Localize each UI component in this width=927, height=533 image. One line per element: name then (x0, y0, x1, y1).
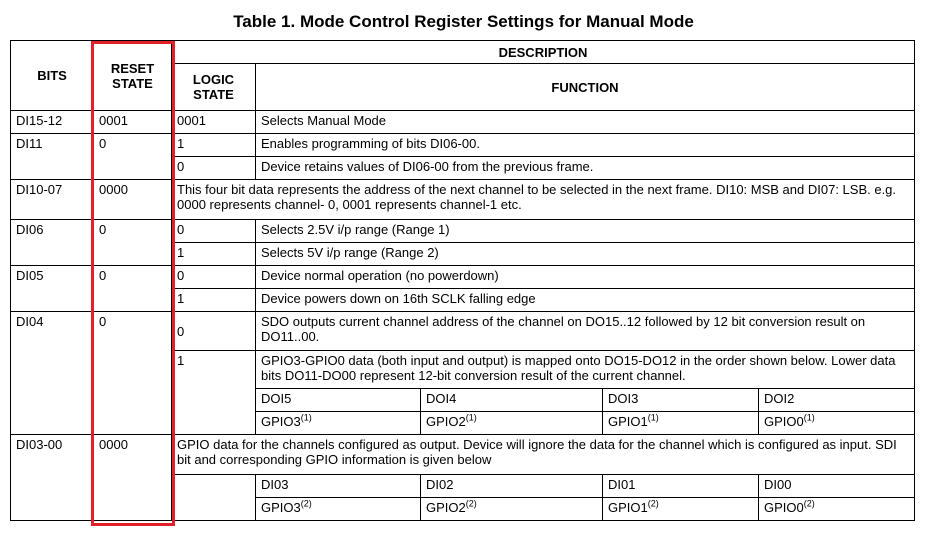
bits-cell: DI05 (11, 266, 94, 312)
map-cell: GPIO3$^{(2)}$ (256, 498, 421, 521)
function-cell: Enables programming of bits DI06-00. (256, 134, 915, 157)
footnote-mark: (1) (803, 412, 815, 423)
footnote-mark: (1) (300, 412, 312, 423)
table-row (11, 134, 915, 157)
map-cell: DOI4 (421, 389, 603, 412)
reset-cell: 0000 (94, 435, 172, 521)
bits-cell: DI03-00 (11, 435, 94, 521)
map-cell: DI02 (421, 475, 603, 498)
reset-cell: 0 (94, 220, 172, 266)
table-row (11, 180, 915, 220)
logic-cell: 1 (172, 134, 256, 157)
reset-cell: 0 (94, 266, 172, 312)
table-row (11, 266, 915, 289)
header-logic-state: LOGIC STATE (172, 64, 256, 111)
table-row (11, 312, 915, 351)
map-cell: DOI5 (256, 389, 421, 412)
logic-cell: 0 (172, 266, 256, 289)
logic-cell: 1 (172, 351, 256, 435)
bits-cell: DI06 (11, 220, 94, 266)
reset-cell: 0 (94, 312, 172, 435)
footnote-mark: (1) (647, 412, 659, 423)
logic-cell: 0 (172, 157, 256, 180)
reset-cell: 0 (94, 134, 172, 180)
reset-cell: 0000 (94, 180, 172, 220)
map-cell: DI01 (603, 475, 759, 498)
header-function: FUNCTION (256, 64, 915, 111)
bits-cell: DI15-12 (11, 111, 94, 134)
logic-cell (172, 475, 256, 521)
map-cell: DI00 (759, 475, 915, 498)
map-cell: DI03 (256, 475, 421, 498)
header-description: DESCRIPTION (172, 41, 915, 64)
footnote-mark: (2) (465, 498, 477, 509)
map-cell: GPIO1$^{(1)}$ (603, 412, 759, 435)
function-cell: GPIO3-GPIO0 data (both input and output) is mapped onto DO15-DO12 in the order shown below. Lower data bits DO11-DO00 represent 12-bit conversion result of the current channel. (256, 351, 915, 389)
bits-cell: DI10-07 (11, 180, 94, 220)
function-cell: Device normal operation (no powerdown) (256, 266, 915, 289)
table-row (11, 220, 915, 243)
logic-cell: 1 (172, 289, 256, 312)
footnote-mark: (2) (300, 498, 312, 509)
table-row (11, 111, 915, 134)
logic-cell: 0 (172, 312, 256, 351)
reset-cell: 0001 (94, 111, 172, 134)
function-cell: Selects Manual Mode (256, 111, 915, 134)
footnote-mark: (2) (803, 498, 815, 509)
logic-cell: 1 (172, 243, 256, 266)
table-title: Table 1. Mode Control Register Settings for Manual Mode (233, 12, 694, 31)
function-cell: Selects 5V i/p range (Range 2) (256, 243, 915, 266)
map-cell: GPIO2$^{(2)}$ (421, 498, 603, 521)
description-cell: This four bit data represents the address of the next channel to be selected in the next frame. DI10: MSB and DI07: LSB. e.g. 0000 represents channel- 0, 0001 represents channel-1 etc. (172, 180, 915, 220)
map-cell: DOI3 (603, 389, 759, 412)
register-table (10, 40, 915, 521)
footnote-mark: (1) (465, 412, 477, 423)
bits-cell: DI11 (11, 134, 94, 180)
map-cell: DOI2 (759, 389, 915, 412)
header-reset-state: RESET STATE (94, 41, 172, 111)
function-cell: Device retains values of DI06-00 from the previous frame. (256, 157, 915, 180)
footnote-mark: (2) (647, 498, 659, 509)
map-cell: GPIO3$^{(1)}$ (256, 412, 421, 435)
map-cell: GPIO1$^{(2)}$ (603, 498, 759, 521)
logic-cell: 0 (172, 220, 256, 243)
function-cell: Selects 2.5V i/p range (Range 1) (256, 220, 915, 243)
map-cell: GPIO0$^{(1)}$ (759, 412, 915, 435)
map-cell: GPIO0$^{(2)}$ (759, 498, 915, 521)
map-cell: GPIO2$^{(1)}$ (421, 412, 603, 435)
header-bits: BITS (11, 41, 94, 111)
bits-cell: DI04 (11, 312, 94, 435)
function-cell: SDO outputs current channel address of the channel on DO15..12 followed by 12 bit conversion result on DO11..00. (256, 312, 915, 351)
table-row (11, 435, 915, 475)
logic-cell: 0001 (172, 111, 256, 134)
function-cell: Device powers down on 16th SCLK falling edge (256, 289, 915, 312)
description-cell: GPIO data for the channels configured as output. Device will ignore the data for the channel which is configured as input. SDI bit and corresponding GPIO information is given below (172, 435, 915, 475)
